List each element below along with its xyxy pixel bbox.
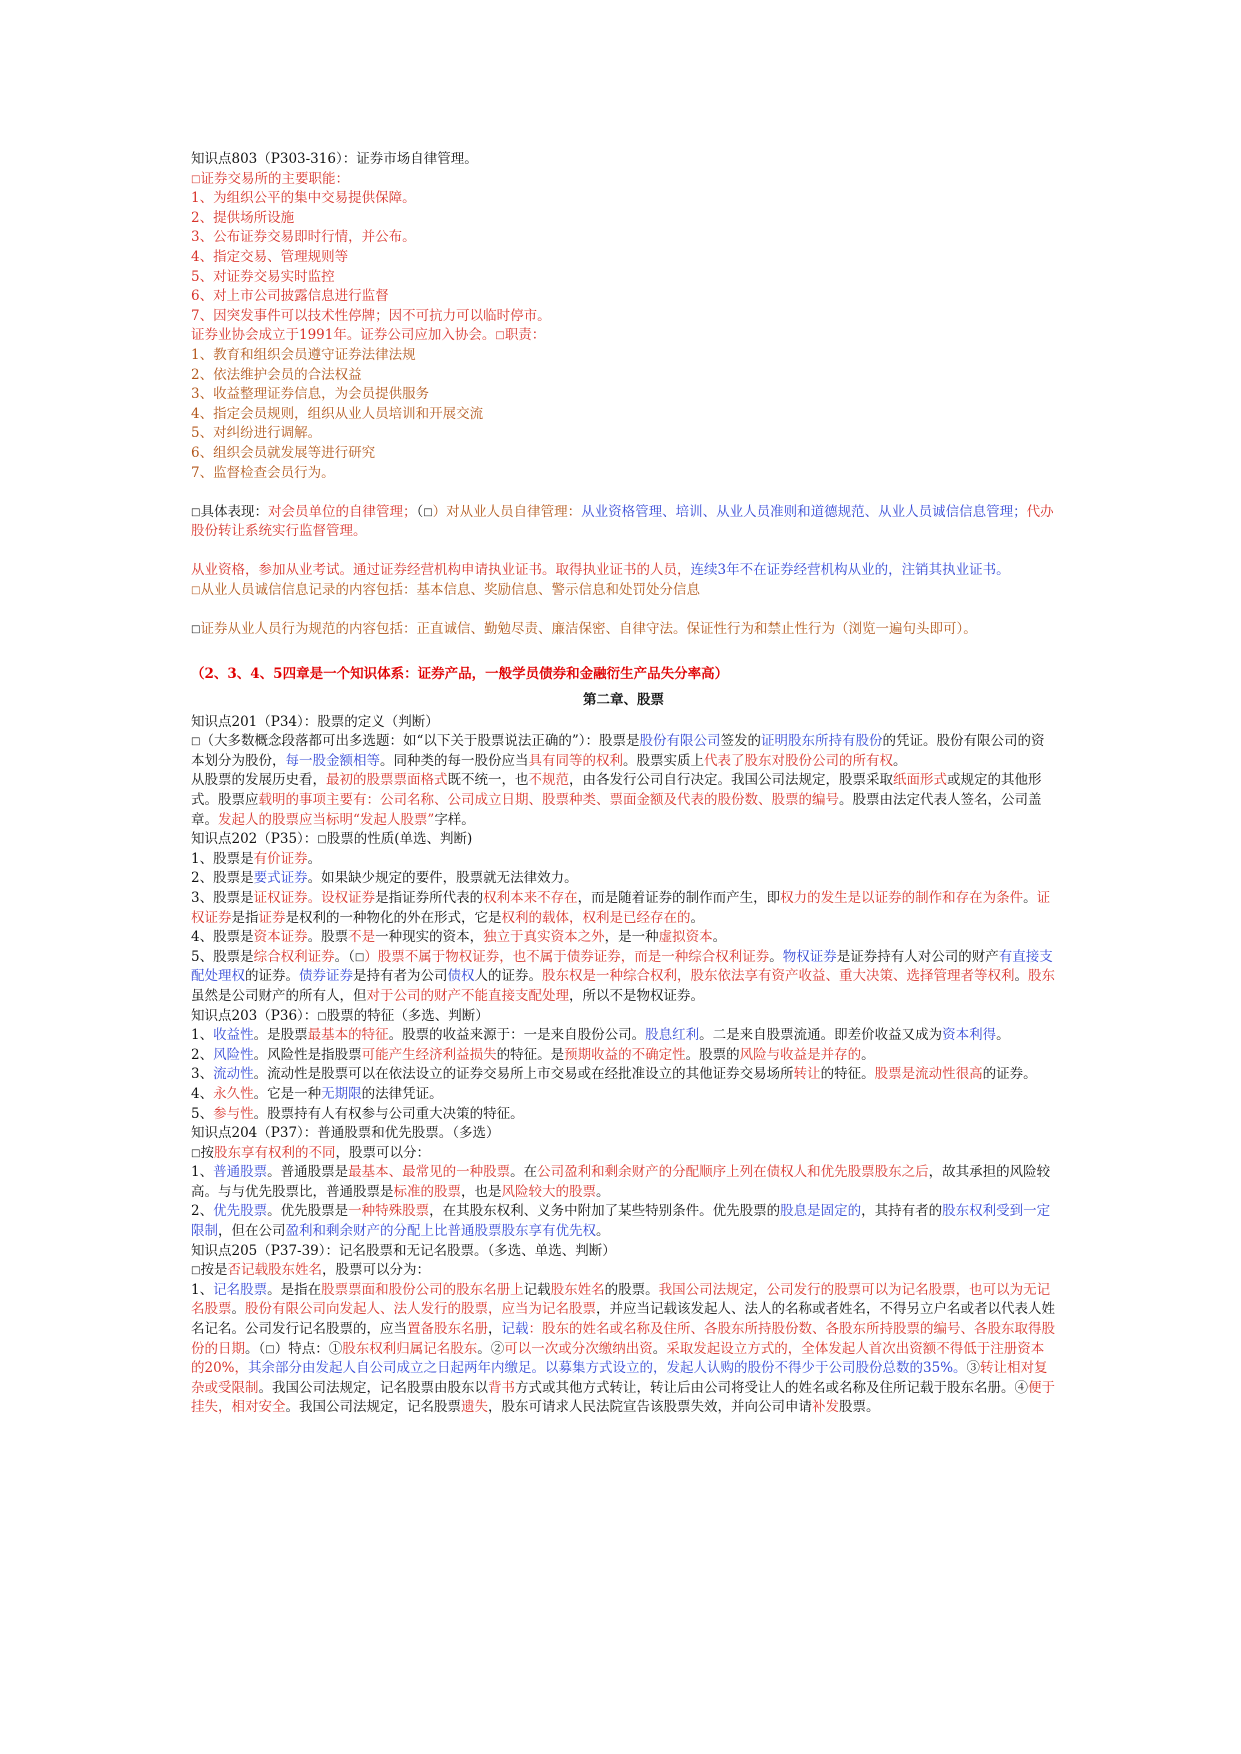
text-run: 权利本来不存在	[483, 889, 578, 906]
list-item	[191, 1065, 1056, 1085]
text-run: 记名股票	[213, 1281, 268, 1298]
text-run: 。	[596, 1183, 610, 1200]
text-run: 。它是一种	[253, 1085, 322, 1102]
text-run: 对于公司的财产不能直接支配处理	[366, 987, 569, 1004]
text-run: 采取发起设立方式的，全体发起人首次出资额不得低于注册资本的20%，	[191, 1340, 1045, 1377]
list-item	[191, 1281, 1056, 1418]
kp803-title: 知识点803（P303-316）：证券市场自律管理。	[191, 151, 478, 167]
text-run: 从业资格，参加从业考试。通过证券经营机构申请执业证书。取得执业证书的人员，	[191, 562, 691, 579]
text-run: 载明的事项主要有：公司名称、公司成立日期、股票种类、票面金额及代表的股份数、股票的编号	[258, 792, 839, 808]
text-run: ，并应当记载该发起人、法人的名称或者姓名，不得另立户名或者以代表人姓名记名。公司发行记名股票的，应当	[191, 1301, 1055, 1338]
box-icon: □	[317, 1010, 327, 1022]
text-run: 股票是流动性很高	[874, 1066, 983, 1083]
text-run: 1、	[191, 1027, 214, 1044]
text-run: 4、股票是	[191, 929, 254, 946]
text-run: 按	[200, 1144, 214, 1161]
text-run: 记载	[501, 1321, 529, 1338]
list-item	[191, 928, 1056, 948]
text-run: 我国公司法规定，公司发行的股票可以为记名股票，也可以为无记名股票	[191, 1281, 1051, 1318]
text-run: 是指	[231, 909, 259, 926]
box-icon: □	[265, 1343, 275, 1355]
box-icon: □	[354, 951, 365, 963]
text-run: 风险性	[213, 1046, 254, 1063]
exchange-functions-list	[191, 189, 1056, 326]
text-run: 2、	[191, 1203, 214, 1220]
text-run: 。股票的	[685, 1046, 740, 1063]
text-run: 。是股票	[253, 1027, 308, 1044]
text-run: 权利的载体，权利是已经存在的	[501, 909, 691, 926]
text-run: 股份有限公司	[639, 733, 721, 750]
text-run: 。	[769, 948, 783, 965]
text-run: ）特点：①	[274, 1340, 343, 1357]
association-duties-list	[191, 346, 1056, 483]
list-item: 5、对纠纷进行调解。	[191, 425, 322, 442]
text-run: 证券业协会成立于1991年。证券公司应加入协会。	[191, 327, 496, 344]
text-run: 。	[996, 1027, 1010, 1044]
kp204-title: 知识点204（P37）：普通股票和优先股票。（多选）	[191, 1125, 500, 1142]
text-run: 。股票的收益来源于：一是来自股份公司。	[388, 1027, 646, 1044]
text-run: 。	[307, 850, 322, 867]
text-run: 。	[231, 1301, 245, 1318]
text-run: 股东享有权利的不同	[213, 1144, 336, 1161]
text-run: 是指证券所代表的	[375, 889, 484, 906]
text-run: ，是一种	[604, 929, 659, 946]
text-run: 具有同等的权利	[528, 752, 623, 769]
box-icon: □	[317, 834, 327, 846]
text-run: 要式证券	[253, 870, 308, 887]
text-run: 股票的性质(单选、判断)	[326, 831, 473, 848]
list-item: 7、监督检查会员行为。	[191, 464, 335, 481]
text-run: 从业资格管理、培训、从业人员准则和道德规范、从业人员诚信信息管理；	[581, 503, 1027, 520]
text-run: 独立于真实资本之外	[483, 929, 605, 946]
text-run: 一种现实的资本，	[375, 929, 484, 946]
list-item	[191, 869, 1056, 889]
list-item: 6、组织会员就发展等进行研究	[191, 444, 376, 461]
kp202-title	[191, 830, 1056, 850]
text-run: 。	[596, 1223, 610, 1240]
text-run: ，而是随着证券的制作而产生，即	[577, 889, 781, 906]
text-run: 补发	[812, 1399, 839, 1416]
emphasis-note: （2、3、4、5四章是一个知识体系：证券产品，一般学员债券和金融衍生产品失分率高）	[191, 666, 729, 683]
list-item: 2、依法维护会员的合法权益	[191, 366, 362, 383]
list-item	[191, 850, 1056, 870]
conduct-paragraph	[191, 620, 1056, 640]
text-run: ，由各发行公司自行决定。我国公司法规定，股票采取	[569, 772, 893, 789]
text-run: 参与性	[213, 1105, 254, 1122]
box-icon: □	[191, 173, 201, 185]
text-run: 。股票	[307, 929, 349, 946]
text-run: 职责：	[504, 327, 546, 344]
text-run: 股息是固定的	[780, 1203, 862, 1220]
text-run: 证券	[258, 909, 286, 926]
text-run: 债券证券	[299, 968, 353, 985]
box-icon: □	[191, 585, 201, 597]
kp205-title: 知识点205（P37-39）：记名股票和无记名股票。（多选、单选、判断）	[191, 1242, 616, 1259]
text-run: 代表了股东对股份公司的所有权	[704, 752, 893, 769]
text-run: 知识点203（P36）：	[191, 1007, 318, 1024]
text-run: 。	[893, 752, 907, 769]
text-run: 最基本的特征	[307, 1027, 389, 1044]
text-run: 2、	[191, 1046, 214, 1063]
text-run: 预期收益的不确定性	[564, 1046, 686, 1063]
list-item: 1、为组织公平的集中交易提供保障。	[191, 190, 416, 207]
text-run: 。（	[334, 948, 355, 965]
text-run: 否记载股东姓名	[227, 1262, 322, 1279]
list-item: 3、公布证券交易即时行情，并公布。	[191, 229, 416, 246]
text-run: 5、	[191, 1105, 214, 1122]
text-run: 具体表现：	[200, 503, 268, 520]
text-run: 股票票面和股份公司的股东名册上	[321, 1281, 524, 1298]
text-run: 可能产生经济利益损失	[361, 1046, 497, 1063]
text-run: 或规定的其他形式。股票应	[191, 772, 1042, 808]
text-run: 的凭证。股份有限公司的资本划分为股份，	[191, 733, 1045, 769]
text-run: 。	[652, 1340, 667, 1357]
text-run: 风险与收益是并存的	[739, 1046, 862, 1063]
list-item: 6、对上市公司披露信息进行监督	[191, 288, 389, 305]
text-run: 的证券。	[245, 968, 299, 985]
list-item	[191, 948, 1056, 1007]
list-item	[191, 1085, 1056, 1105]
text-run: 是证券持有人对公司的财产	[836, 948, 999, 965]
text-run: 的特征。是	[496, 1046, 565, 1063]
text-run: 。	[1014, 968, 1028, 985]
text-run: 。	[690, 909, 704, 926]
performance-paragraph	[191, 503, 1056, 542]
list-item: 4、指定会员规则，组织从业人员培训和开展交流	[191, 405, 484, 422]
text-run: 股东权是一种综合权利，股东依法享有资产收益、重大决策、选择管理者等权利	[542, 968, 1015, 985]
text-run: 。二是来自股票流通。即差价收益又成为	[699, 1027, 943, 1044]
text-run: ③	[966, 1360, 981, 1377]
text-run: 背书	[488, 1379, 515, 1396]
list-item	[191, 1163, 1056, 1202]
text-run: 1、	[191, 1164, 214, 1181]
text-run: 。风险性是指股票	[253, 1046, 362, 1063]
text-run: 股东权利受到一定限制	[191, 1203, 1051, 1240]
text-run: 签发的	[720, 733, 762, 750]
text-run: 。	[712, 929, 727, 946]
text-run: 资本利得	[942, 1027, 997, 1044]
text-run: 便于挂失，相对安全	[191, 1379, 1055, 1416]
list-item: 3、收益整理证券信息，为会员提供服务	[191, 386, 430, 403]
text-run: 资本证券	[253, 929, 308, 946]
list-item	[191, 1026, 1056, 1046]
text-run: （大多数概念段落都可出多选题：如“以下关于股票说法正确的”）：股票是	[200, 733, 640, 750]
text-run: 转让	[793, 1066, 821, 1083]
text-run: 一种特殊股票	[348, 1203, 430, 1220]
kp204-classification	[191, 1144, 1056, 1164]
text-run: 债权	[447, 968, 475, 985]
exchange-functions-heading	[191, 170, 1056, 190]
text-run: 虽然是公司财产的所有人，但	[191, 987, 367, 1004]
text-run: 4、	[191, 1085, 214, 1102]
text-run: 风险较大的股票	[501, 1183, 596, 1200]
text-run: 。流动性是股票可以在依法设立的证券交易所上市交易或在经批准设立的其他证券交易场所	[253, 1066, 794, 1083]
text-run: 字样。	[434, 811, 475, 828]
kp201-paragraph-2	[191, 771, 1056, 830]
text-run: ，其持有者的	[861, 1203, 943, 1220]
box-icon: □	[191, 506, 201, 518]
text-run: ，也是	[461, 1183, 502, 1200]
text-run: 。（	[245, 1340, 266, 1357]
box-icon: □	[191, 736, 201, 748]
text-run: ，故其承担的风险较高。与与优先股票比，普通股票是	[191, 1164, 1051, 1200]
text-run: 方式或其他方式转让，转让后由公司将受让人的姓名或名称及住所记载于股东名册。④	[515, 1379, 1028, 1396]
text-run: 正直诚信、勤勉尽责、廉洁保密、自律守法。保证性行为和禁止性行为（浏览一遍句头即可）。	[416, 621, 977, 638]
list-item	[191, 1046, 1056, 1066]
text-run: 知识点202（P35）：	[191, 831, 318, 848]
box-icon: □	[191, 1265, 201, 1277]
text-run: 股东姓名	[550, 1281, 605, 1298]
text-run: ，但在公司	[218, 1223, 286, 1240]
text-run: ，股东可请求人民法院宣告该股票失效，并向公司申请	[488, 1399, 812, 1416]
kp201-paragraph-1	[191, 732, 1056, 771]
text-run: 既不统一，也	[447, 772, 529, 789]
text-run: 股息红利	[645, 1027, 700, 1044]
text-run: 。普通股票是	[267, 1164, 349, 1181]
association-heading	[191, 326, 1056, 346]
text-run: 。②	[477, 1340, 505, 1357]
text-run: 从股票的发展历史看，	[191, 772, 326, 789]
text-run: 的股票。	[604, 1281, 659, 1298]
qualification-paragraph	[191, 561, 1056, 581]
text-run: 不规范	[528, 772, 569, 789]
text-run: 。	[1023, 889, 1037, 906]
text-run: ）对从业人员自律管理：	[432, 503, 582, 520]
text-run: 1、	[191, 1281, 214, 1298]
text-run: 。同种类的每一股份应当	[380, 752, 529, 769]
list-item: 7、因突发事件可以技术性停牌；因不可抗力可以临时停市。	[191, 307, 551, 324]
list-item	[191, 1105, 1056, 1125]
text-run: 股票。	[839, 1399, 880, 1416]
text-run: （	[416, 503, 424, 520]
text-run: 2、股票是	[191, 870, 254, 887]
text-run: ，所以不是物权证券。	[569, 987, 704, 1004]
text-run: 收益性	[213, 1027, 254, 1044]
text-run: 。股票由法定代表人签名，公司盖章。	[191, 792, 1042, 828]
text-run: 记载	[523, 1281, 551, 1298]
text-run: 的法律凭证。	[361, 1085, 443, 1102]
text-run: 从业人员诚信信息记录的内容包括：基本信息、奖励信息、警示信息和处罚处分信息	[200, 582, 700, 599]
text-run: 发起人的股票应当标明“发起人股票”	[218, 811, 435, 828]
text-run: 以募集方式设立的，发起人认购的股份不得少于公司股份总数的35%。	[545, 1360, 967, 1377]
text-run: 证权证券	[253, 889, 308, 906]
text-run: 。优先股票是	[267, 1203, 349, 1220]
text-run: 股东权利归属记名股东	[342, 1340, 478, 1357]
list-item: 5、对证券交易实时监控	[191, 268, 335, 285]
text-run: 5、股票是	[191, 948, 254, 965]
list-item: 4、指定交易、管理规则等	[191, 248, 349, 265]
kp205-classification	[191, 1261, 1056, 1281]
text-run: 遗失	[461, 1399, 488, 1416]
text-run: 按是	[200, 1262, 228, 1279]
text-run: 人的证券。	[474, 968, 542, 985]
text-run: 最基本、最常见的一种股票	[348, 1164, 511, 1181]
text-run: 股票的特征（多选、判断）	[326, 1007, 489, 1024]
text-run: 不是	[348, 929, 376, 946]
text-run: 其余部分由发起人自公司成立之日起两年内缴足。	[248, 1360, 546, 1377]
text-run: ，股票可以分：	[335, 1144, 430, 1161]
text-run: ，股票可以分为：	[321, 1262, 430, 1279]
text-run: ）股票不属于物权证券，也不属于债券证券，而是一种综合权利证券	[364, 948, 770, 965]
text-run: ：股东的姓名或名称及住所、各股东所持股份数、各股东所持股票的编号、各股东取得股份的日期	[191, 1321, 1055, 1357]
text-run: 权力的发生是以证券的制作和存在为条件	[780, 889, 1024, 906]
kp201-title: 知识点201（P34）：股票的定义（判断）	[191, 713, 439, 730]
box-icon: □	[423, 506, 433, 518]
text-run: 证券交易所的主要职能：	[200, 170, 349, 187]
chapter-title: 第二章、股票	[583, 692, 664, 709]
text-run: 。是指在	[267, 1281, 322, 1298]
text-run: 的证券。	[982, 1066, 1037, 1083]
text-run: 。股票持有人有权参与公司重大决策的特征。	[253, 1105, 524, 1122]
text-run: ，在其股东权利、义务中附加了某些特别条件。优先股票的	[429, 1203, 781, 1220]
text-run: 。在	[510, 1164, 538, 1181]
text-run: 是持有者为公司	[353, 968, 448, 985]
text-run: 可以一次或分次缴纳出资	[504, 1340, 653, 1357]
box-icon: □	[495, 330, 505, 342]
text-run: 的特征。	[820, 1066, 875, 1083]
text-run: 。如果缺少规定的要件，股票就无法律效力。	[307, 870, 578, 887]
text-run: 有直接支配处理权	[191, 948, 1053, 985]
text-run: 对会员单位的自律管理；	[267, 503, 417, 520]
text-run: 标准的股票	[393, 1183, 461, 1200]
kp203-title	[191, 1007, 1056, 1027]
text-run: 最初的股票票面格式	[326, 772, 448, 789]
text-run: 每一股金额相等	[285, 752, 380, 769]
box-icon: □	[191, 624, 201, 636]
list-item	[191, 889, 1056, 928]
text-run: 优先股票	[213, 1203, 268, 1220]
text-run: 物权证券	[782, 948, 837, 965]
text-run: 永久性	[213, 1085, 254, 1102]
list-item: 2、提供场所设施	[191, 209, 295, 226]
text-run: 公司盈利和剩余财产的分配顺序上列在债权人和优先股票股东之后	[537, 1164, 929, 1181]
text-run: 1、股票是	[191, 850, 254, 867]
text-run: ，	[488, 1321, 502, 1338]
text-run: 证权证券	[191, 889, 1051, 926]
text-run: 股东	[1028, 968, 1055, 985]
text-run: 盈利和剩余财产的分配上比普通股票股东享有优先权	[285, 1223, 596, 1240]
text-run: 代办股份转让系统实行监督管理。	[191, 503, 1054, 540]
text-run: 有价证券	[253, 850, 308, 867]
text-run: 连续3年不在证券经营机构从业的，注销其执业证书。	[690, 562, 1010, 579]
text-run: 。我国公司法规定，记名股票	[285, 1399, 461, 1416]
text-run: 股份有限公司向发起人、法人发行的股票，应当为记名股票	[245, 1301, 596, 1318]
text-run: 证券从业人员行为规范的内容包括：	[200, 621, 417, 638]
text-run: 普通股票	[213, 1164, 268, 1181]
box-icon: □	[191, 1147, 201, 1159]
text-run: 。股票实质上	[623, 752, 704, 769]
text-run: 综合权利证券	[253, 948, 335, 965]
text-run: 纸面形式	[893, 772, 947, 789]
text-run: 。设权证券	[307, 889, 376, 906]
text-run: 。我国公司法规定，记名股票由股东以	[258, 1379, 488, 1396]
text-run: 是权利的一种物化的外在形式，它是	[285, 909, 502, 926]
text-run: 3、股票是	[191, 889, 254, 906]
text-run: 证明股东所持有股份	[761, 733, 883, 750]
text-run: 无期限	[321, 1085, 362, 1102]
text-run: 流动性	[213, 1066, 254, 1083]
integrity-paragraph	[191, 581, 1056, 601]
text-run: 置备股东名册	[407, 1321, 488, 1338]
text-run: 虚拟资本	[658, 929, 713, 946]
text-run: 转让相对复杂或受限制	[191, 1360, 1048, 1396]
document-page	[191, 150, 1056, 1418]
list-item: 1、教育和组织会员遵守证券法律法规	[191, 346, 416, 363]
list-item	[191, 1202, 1056, 1241]
text-run: 。	[861, 1046, 875, 1063]
text-run: 3、	[191, 1066, 214, 1083]
